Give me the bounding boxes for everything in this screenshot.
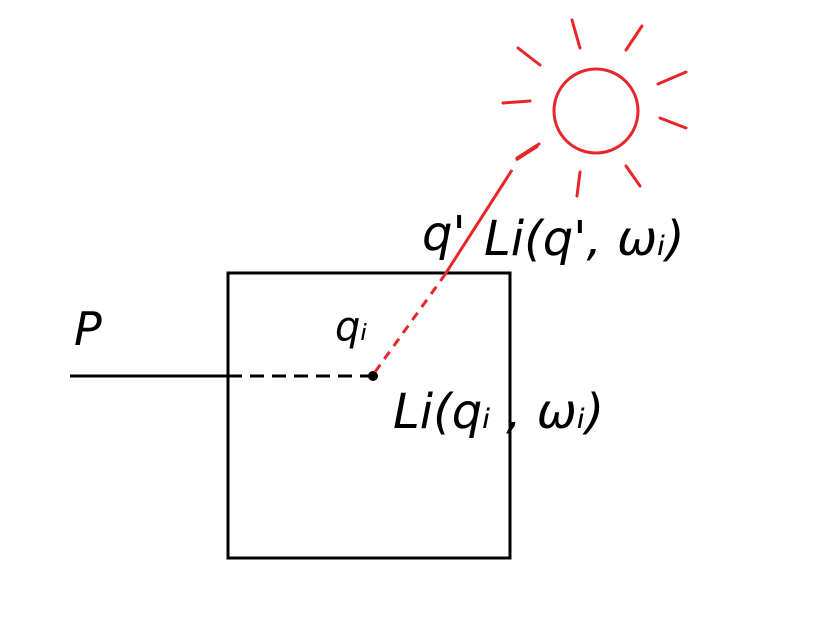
sun-icon [503, 20, 686, 196]
label-qi: qᵢ [335, 304, 368, 350]
label-p: P [74, 302, 102, 356]
light-ray-dashed [375, 276, 444, 372]
label-q-prime: q' [422, 206, 466, 262]
label-li-qi: Li(qᵢ , ωᵢ) [393, 384, 605, 440]
label-li-q-prime: Li(q', ωᵢ) [484, 211, 685, 267]
sample-point-qi [368, 371, 378, 381]
